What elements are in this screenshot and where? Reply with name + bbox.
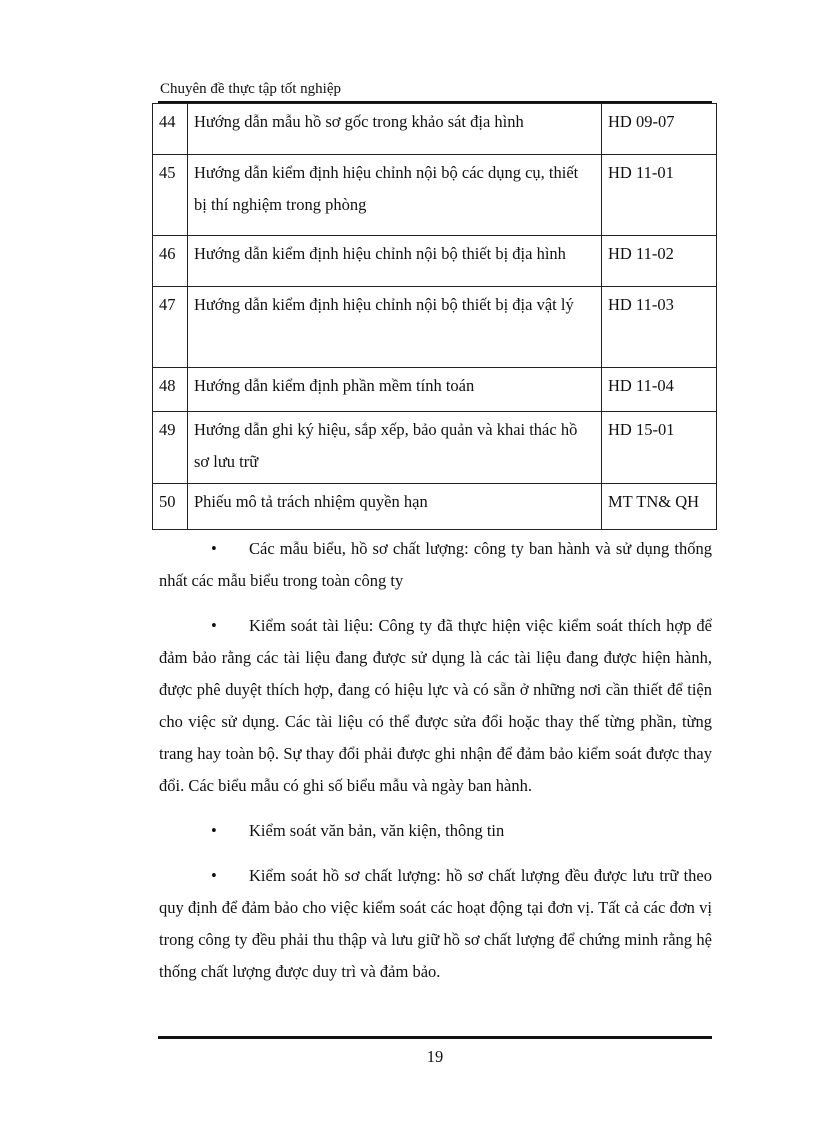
table-row xyxy=(153,287,717,368)
row-code: HD 15-01 xyxy=(602,412,717,484)
bullet-paragraph: • Các mẫu biểu, hồ sơ chất lượng: công ty ban hành và sử dụng thống nhất các mẫu biểu trong toàn công ty xyxy=(159,533,712,597)
bullet-icon: • xyxy=(211,866,217,885)
document-table xyxy=(152,103,717,530)
row-number: 45 xyxy=(153,155,188,236)
row-code: MT TN& QH xyxy=(602,484,717,530)
table-row xyxy=(153,368,717,412)
table-row xyxy=(153,412,717,484)
row-title: Hướng dẫn kiểm định hiệu chỉnh nội bộ thiết bị địa hình xyxy=(188,236,602,287)
row-number: 47 xyxy=(153,287,188,368)
header-title: Chuyên đề thực tập tốt nghiệp xyxy=(160,81,342,97)
row-title: Hướng dẫn kiểm định phần mềm tính toán xyxy=(188,368,602,412)
body-text xyxy=(159,533,712,1001)
row-number: 46 xyxy=(153,236,188,287)
row-title: Phiếu mô tả trách nhiệm quyền hạn xyxy=(188,484,602,530)
row-code: HD 09-07 xyxy=(602,104,717,155)
bullet-paragraph: • Kiểm soát văn bản, văn kiện, thông tin xyxy=(159,815,712,847)
row-code: HD 11-01 xyxy=(602,155,717,236)
bullet-paragraph: • Kiểm soát tài liệu: Công ty đã thực hiện việc kiểm soát thích hợp để đảm bảo rằng các tài liệu đang được sử dụng là các tài liệu đang được hiện hành, được phê duyệt thích hợp, đang có hiệu lực và có sẵn ở những nơi cần thiết để tiện cho việc sử dụng. Các tài liệu có thể được sửa đổi hoặc thay thế từng phần, từng trang hay toàn bộ. Sự thay đổi phải được ghi nhận để đảm bảo kiểm soát được thay đổi. Các biểu mẫu có ghi số biểu mẫu và ngày ban hành. xyxy=(159,610,712,802)
row-title: Hướng dẫn kiểm định hiệu chỉnh nội bộ thiết bị địa vật lý xyxy=(188,287,602,368)
row-code: HD 11-03 xyxy=(602,287,717,368)
row-code: HD 11-02 xyxy=(602,236,717,287)
row-title: Hướng dẫn kiểm định hiệu chỉnh nội bộ các dụng cụ, thiết bị thí nghiệm trong phòng xyxy=(188,155,602,236)
page-number: 19 xyxy=(426,1047,444,1066)
row-code: HD 11-04 xyxy=(602,368,717,412)
bullet-paragraph: • Kiểm soát hồ sơ chất lượng: hồ sơ chất lượng đều được lưu trữ theo quy định để đảm bảo cho việc kiểm soát các hoạt động tại đơn vị. Tất cả các đơn vị trong công ty đều phải thu thập và lưu giữ hồ sơ chất lượng để chứng minh rằng hệ thống chất lượng được duy trì và đảm bảo. xyxy=(159,860,712,988)
table-row xyxy=(153,155,717,236)
bullet-icon: • xyxy=(211,539,217,558)
row-number: 48 xyxy=(153,368,188,412)
row-number: 49 xyxy=(153,412,188,484)
row-title: Hướng dẫn mẫu hồ sơ gốc trong khảo sát địa hình xyxy=(188,104,602,155)
row-title: Hướng dẫn ghi ký hiệu, sắp xếp, bảo quản và khai thác hồ sơ lưu trữ xyxy=(188,412,602,484)
bullet-icon: • xyxy=(211,821,217,840)
row-number: 44 xyxy=(153,104,188,155)
row-number: 50 xyxy=(153,484,188,530)
table-row xyxy=(153,104,717,155)
table-row xyxy=(153,236,717,287)
table-row xyxy=(153,484,717,530)
bullet-icon: • xyxy=(211,616,217,635)
footer-rule xyxy=(158,1036,712,1039)
